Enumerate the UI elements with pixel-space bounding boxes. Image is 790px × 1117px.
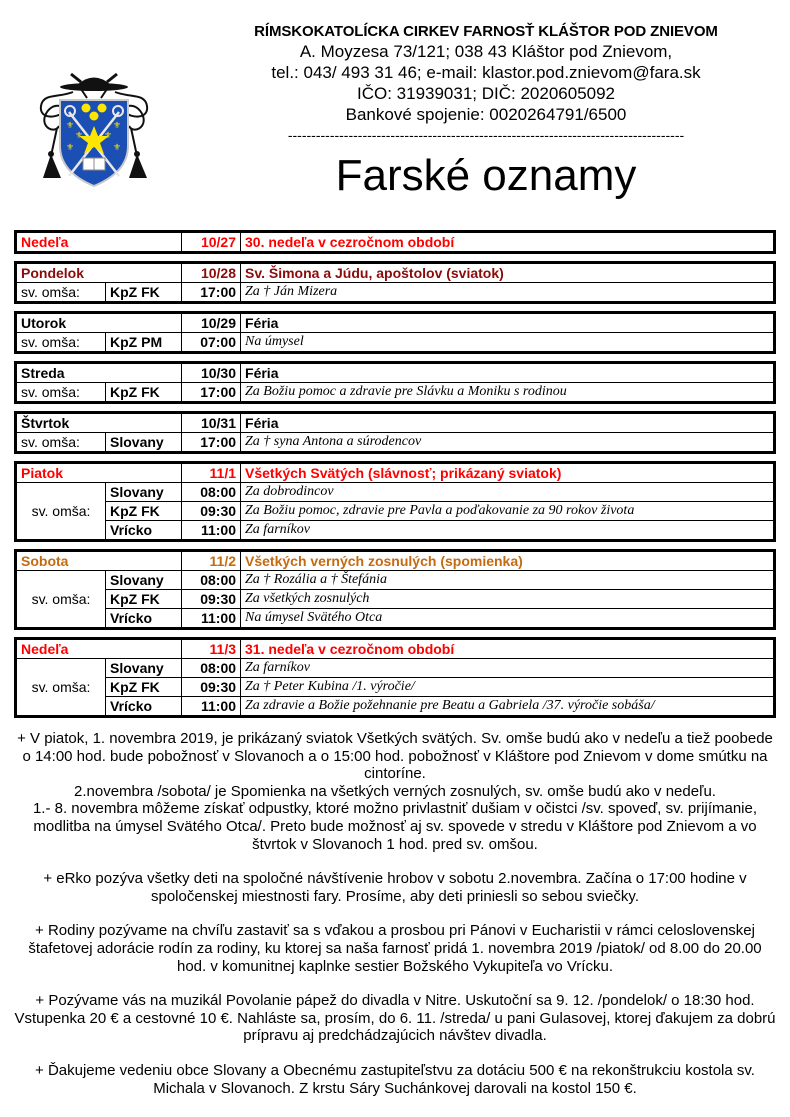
mass-row (16, 697, 775, 717)
day-block-thursday-10-31 (14, 411, 776, 454)
mass-time: 11:00 (182, 609, 241, 629)
announcement-thanks: + Ďakujeme vedeniu obce Slovany a Obecnému zastupiteľstvu za dotáciu 500 € na rekonštrukciu kostola sv. Michala v Slovanoch. Z krstu Sáry Suchánkovej darovali na kostol 150 €. (35, 1061, 755, 1097)
mass-label: sv. omša: (16, 433, 106, 453)
mass-location: Vrícko (106, 697, 182, 717)
mass-row (16, 333, 775, 353)
mass-row (16, 659, 775, 678)
mass-row (16, 590, 775, 609)
day-date: 11/2 (182, 551, 241, 571)
day-date: 10/30 (182, 363, 241, 383)
liturgical-feast: Všetkých verných zosnulých (spomienka) (241, 551, 775, 571)
contact-info: tel.: 043/ 493 31 46; e-mail: klastor.pod.znievom@fara.sk (271, 63, 701, 82)
svg-text:⚜: ⚜ (113, 121, 122, 131)
day-block-tuesday-10-29 (14, 311, 776, 354)
announcement-musical: + Pozývame vás na muzikál Povolanie pápež do divadla v Nitre. Uskutoční sa 9. 12. /pondelok/ o 18:30 hod. Vstupenka 20 € a cestovné 10 €. Nahláste sa, prosím, do 6. 11. /streda/ u pani Gulasovej, ktorej ďakujem za dobrú prípravu aj predchádzajúcich návštev divadla. (14, 992, 776, 1045)
mass-intention: Za † Peter Kubina /1. výročie/ (241, 678, 775, 697)
mass-time: 17:00 (182, 383, 241, 403)
mass-time: 07:00 (182, 333, 241, 353)
liturgical-feast: Féria (241, 363, 775, 383)
mass-location: Vrícko (106, 609, 182, 629)
mass-label: sv. omša: (16, 571, 106, 629)
mass-intention: Za všetkých zosnulých (241, 590, 775, 609)
mass-row (16, 433, 775, 453)
mass-intention: Na úmysel (241, 333, 775, 353)
announcement-adoration: + Rodiny pozývame na chvíľu zastaviť sa s vďakou a prosbou pri Pánovi v Eucharistii v rámci celoslovenskej štafetovej adorácie rodín za rodiny, ku ktorej sa naša farnosť pridá 1. novembra 2019 /piatok/ od 8.00 do 20.00 hod. v komunitnej kaplnke sestier Božského Vykupiteľa vo Vrícku. (28, 922, 762, 975)
mass-label: sv. omša: (16, 283, 106, 303)
mass-label: sv. omša: (16, 383, 106, 403)
mass-label: sv. omša: (16, 659, 106, 717)
bank-account: Bankové spojenie: 0020264791/6500 (345, 105, 627, 124)
organization-name: RÍMSKOKATOLÍCKA CIRKEV FARNOSŤ KLÁŠTOR POD ZNIEVOM (254, 23, 718, 40)
day-block-monday-10-28 (14, 261, 776, 304)
mass-intention: Za † Rozália a † Štefánia (241, 571, 775, 590)
mass-row (16, 502, 775, 521)
mass-intention: Za farníkov (241, 659, 775, 678)
mass-intention: Za Božiu pomoc a zdravie pre Slávku a Moniku s rodinou (241, 383, 775, 403)
svg-text:⚜: ⚜ (75, 131, 84, 141)
day-date: 10/31 (182, 413, 241, 433)
mass-row (16, 383, 775, 403)
mass-intention: Za † Ján Mizera (241, 283, 775, 303)
announcement-indulgences: 1.- 8. novembra môžeme získať odpustky, ktoré možno privlastniť dušiam v očistci /sv. spoveď, sv. prijímanie, modlitba na úmysel Svätého Otca/. Preto bude možnosť aj sv. spovede v stredu v Kláštore pod Znievom a vo štvrtok v Slovanoch 1 hod. pred sv. omšou. (32, 800, 758, 853)
mass-intention: Za zdravie a Božie požehnanie pre Beatu a Gabriela /37. výročie sobáša/ (241, 697, 775, 717)
mass-intention: Za Božiu pomoc, zdravie pre Pavla a poďakovanie za 90 rokov života (241, 502, 775, 521)
day-header-row (16, 413, 775, 433)
mass-location: Slovany (106, 483, 182, 502)
mass-time: 17:00 (182, 433, 241, 453)
mass-location: KpZ FK (106, 383, 182, 403)
day-header-row (16, 463, 775, 483)
mass-intention: Za dobrodincov (241, 483, 775, 502)
mass-time: 11:00 (182, 697, 241, 717)
day-block-saturday-11-2 (14, 549, 776, 630)
mass-location: Slovany (106, 571, 182, 590)
mass-time: 08:00 (182, 483, 241, 502)
mass-location: KpZ FK (106, 502, 182, 521)
day-date: 10/29 (182, 313, 241, 333)
mass-location: KpZ FK (106, 590, 182, 609)
mass-location: Slovany (106, 433, 182, 453)
mass-location: Vrícko (106, 521, 182, 541)
day-name: Nedeľa (16, 232, 182, 253)
day-name: Piatok (16, 463, 182, 483)
svg-text:⚜: ⚜ (66, 143, 75, 153)
mass-row (16, 609, 775, 629)
mass-intention: Za farníkov (241, 521, 775, 541)
mass-intention: Na úmysel Svätého Otca (241, 609, 775, 629)
liturgical-feast: Féria (241, 413, 775, 433)
day-block-friday-11-1 (14, 461, 776, 542)
svg-text:⚜: ⚜ (113, 143, 122, 153)
day-date: 10/28 (182, 263, 241, 283)
day-header-row (16, 263, 775, 283)
day-name: Sobota (16, 551, 182, 571)
day-header-row (16, 363, 775, 383)
liturgical-feast: Všetkých Svätých (slávnosť; prikázaný sviatok) (241, 463, 775, 483)
liturgical-feast: 31. nedeľa v cezročnom období (241, 639, 775, 659)
mass-time: 09:30 (182, 590, 241, 609)
mass-location: KpZ FK (106, 678, 182, 697)
mass-row (16, 283, 775, 303)
mass-row (16, 678, 775, 697)
letterhead (206, 22, 766, 201)
mass-label: sv. omša: (16, 483, 106, 541)
mass-time: 17:00 (182, 283, 241, 303)
mass-label: sv. omša: (16, 333, 106, 353)
mass-time: 09:30 (182, 678, 241, 697)
registration-ids: IČO: 31939031; DIČ: 2020605092 (356, 84, 616, 103)
mass-time: 09:30 (182, 502, 241, 521)
announcement-erko: + eRko pozýva všetky deti na spoločné návštívenie hrobov v sobotu 2.novembra. Začína o 17:00 hodine v spoločenskej miestnosti fary. Prosíme, aby deti priniesli so sebou sviečky. (43, 870, 747, 905)
day-name: Štvrtok (16, 413, 182, 433)
weekly-schedule (14, 230, 776, 725)
day-date: 11/3 (182, 639, 241, 659)
svg-text:⚜: ⚜ (104, 131, 113, 141)
day-header-row (16, 313, 775, 333)
page-title: Farské oznamy (335, 151, 637, 200)
mass-row (16, 571, 775, 590)
mass-location: KpZ FK (106, 283, 182, 303)
day-name: Utorok (16, 313, 182, 333)
mass-time: 08:00 (182, 659, 241, 678)
day-header-row (16, 551, 775, 571)
mass-time: 08:00 (182, 571, 241, 590)
svg-text:⚜: ⚜ (66, 121, 75, 131)
parish-coat-of-arms-icon (33, 68, 155, 188)
day-header-row (16, 232, 775, 253)
day-block-sunday-11-3 (14, 637, 776, 718)
day-block-wednesday-10-30 (14, 361, 776, 404)
day-header-row (16, 639, 775, 659)
day-name: Pondelok (16, 263, 182, 283)
day-block-sunday-10-27 (14, 230, 776, 254)
separator-line: ------------------------------------------------------------------------------------- (287, 127, 685, 143)
announcement-all-saints: + V piatok, 1. novembra 2019, je prikázaný sviatok Všetkých svätých. Sv. omše budú ako v nedeľu a tiež poobede o 14:00 hod. bude pobožnosť v Slovanoch a o 15:00 hod. pobožnosť v Kláštore pod Znievom v dome smútku na cintoríne. (17, 730, 773, 783)
announcement-all-souls: 2.novembra /sobota/ je Spomienka na všetkých verných zosnulých, sv. omše budú ako v nedeľu. (74, 782, 716, 800)
day-name: Nedeľa (16, 639, 182, 659)
mass-time: 11:00 (182, 521, 241, 541)
day-date: 11/1 (182, 463, 241, 483)
liturgical-feast: Féria (241, 313, 775, 333)
mass-location: Slovany (106, 659, 182, 678)
mass-row (16, 521, 775, 541)
mass-intention: Za † syna Antona a súrodencov (241, 433, 775, 453)
mass-location: KpZ PM (106, 333, 182, 353)
day-date: 10/27 (182, 232, 241, 253)
address: A. Moyzesa 73/121; 038 43 Kláštor pod Znievom, (299, 42, 673, 61)
mass-row (16, 483, 775, 502)
day-name: Streda (16, 363, 182, 383)
liturgical-feast: 30. nedeľa v cezročnom období (241, 232, 775, 253)
announcements (14, 730, 776, 1114)
liturgical-feast: Sv. Šimona a Júdu, apoštolov (sviatok) (241, 263, 775, 283)
